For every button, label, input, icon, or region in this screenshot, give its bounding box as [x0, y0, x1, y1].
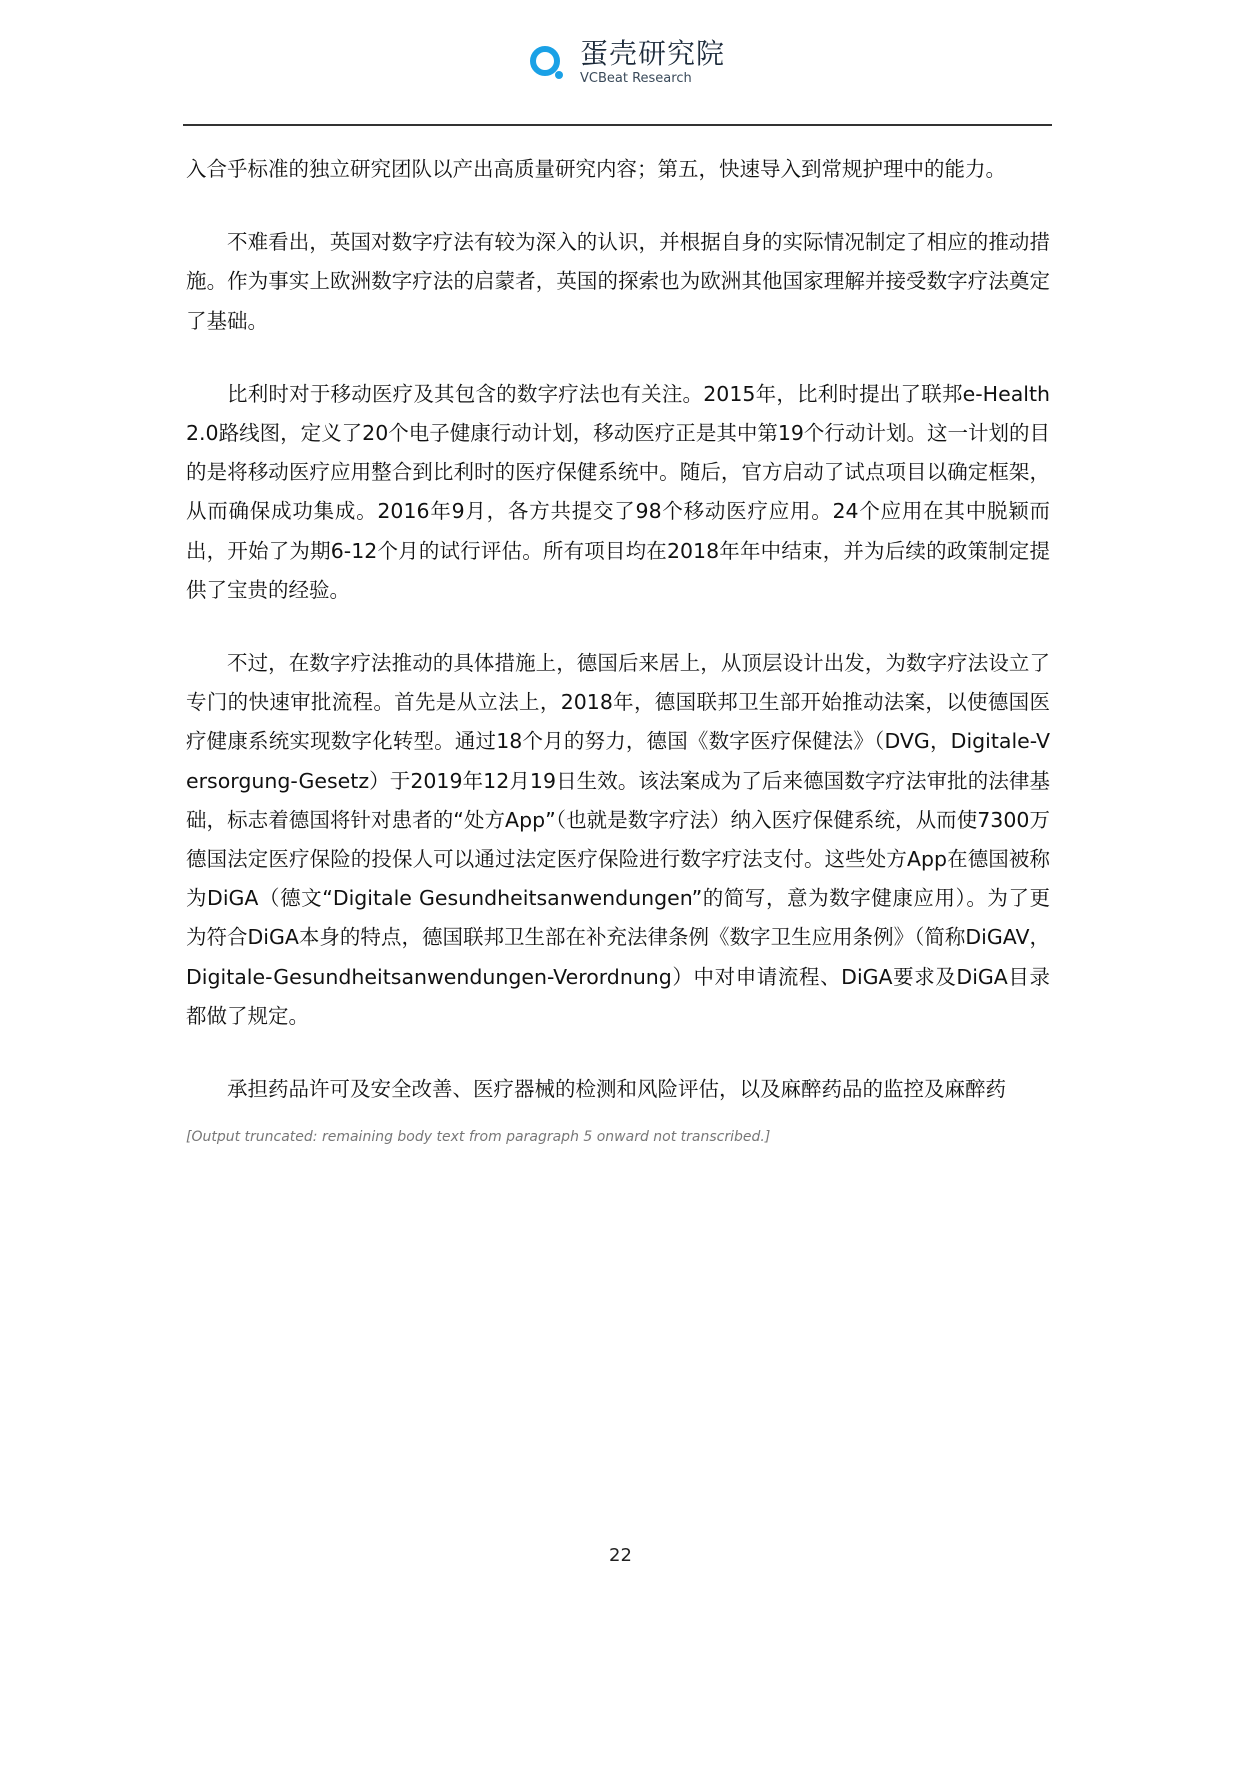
body-text	[186, 150, 1050, 1145]
logo-chinese-name: 蛋壳研究院	[580, 37, 726, 70]
truncation-note: [Output truncated: remaining body text from paragraph 5 onward not transcribed.]	[186, 1129, 771, 1146]
page-header	[0, 28, 1241, 88]
paragraph-5: 承担药品许可及安全改善、医疗器械的检测和风险评估，以及麻醉药品的监控及麻醉药	[227, 1077, 1006, 1102]
logo-english-name: VCBeat Research	[580, 71, 692, 86]
vcbeat-logo	[528, 38, 728, 86]
logo-ring-icon	[528, 42, 568, 82]
paragraph-1: 入合乎标准的独立研究团队以产出高质量研究内容；第五，快速导入到常规护理中的能力。	[186, 157, 1006, 181]
paragraph-2: 不难看出，英国对数字疗法有较为深入的认识，并根据自身的实际情况制定了相应的推动措施。作为事实上欧洲数字疗法的启蒙者，英国的探索也为欧洲其他国家理解并接受数字疗法奠定了基础。	[186, 230, 1050, 333]
paragraph-4: 不过，在数字疗法推动的具体措施上，德国后来居上，从顶层设计出发，为数字疗法设立了专门的快速审批流程。首先是从立法上，2018年，德国联邦卫生部开始推动法案，以使德国医疗健康系统实现数字化转型。通过18个月的努力，德国《数字医疗保健法》（DVG，Digitale-Versorgung-Gesetz）于2019年12月19日生效。该法案成为了后来德国数字疗法审批的法律基础，标志着德国将针对患者的“处方App”（也就是数字疗法）纳入医疗保健系统，从而使7300万德国法定医疗保险的投保人可以通过法定医疗保险进行数字疗法支付。这些处方App在德国被称为DiGA（德文“Digitale Gesundheitsanwendungen”的简写，意为数字健康应用）。为了更为符合DiGA本身的特点，德国联邦卫生部在补充法律条例《数字卫生应用条例》（简称DiGAV，Digitale-Gesundheitsanwendungen-Verordnung）中对申请流程、DiGA要求及DiGA目录都做了规定。	[186, 651, 1050, 1028]
header-divider	[183, 124, 1052, 126]
page-number: 22	[609, 1545, 632, 1566]
paragraph-3: 比利时对于移动医疗及其包含的数字疗法也有关注。2015年，比利时提出了联邦e-Health 2.0路线图，定义了20个电子健康行动计划，移动医疗正是其中第19个行动计划。这一计划的目的是将移动医疗应用整合到比利时的医疗保健系统中。随后，官方启动了试点项目以确定框架，从而确保成功集成。2016年9月，各方共提交了98个移动医疗应用。24个应用在其中脱颖而出，开始了为期6-12个月的试行评估。所有项目均在2018年年中结束，并为后续的政策制定提供了宝贵的经验。	[186, 381, 1050, 602]
